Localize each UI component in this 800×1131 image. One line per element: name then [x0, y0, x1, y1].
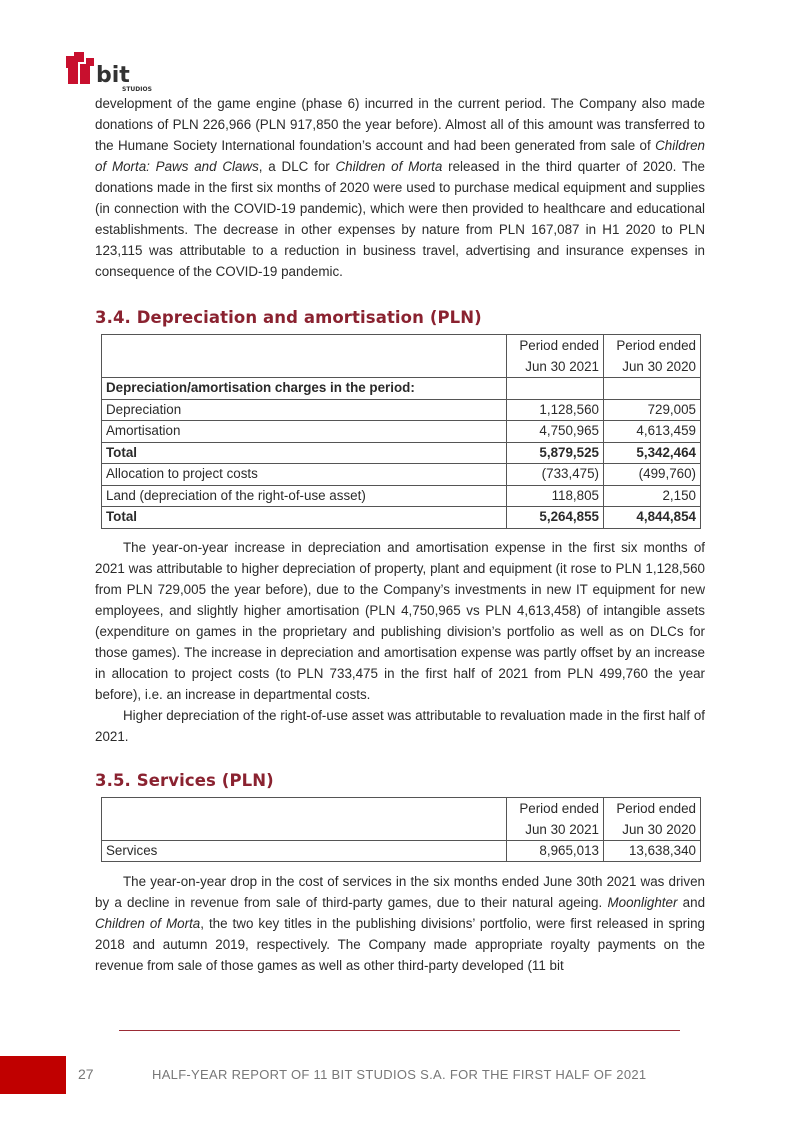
value-2020: 13,638,340: [604, 840, 701, 862]
footer-divider: [119, 1030, 680, 1031]
value-2021: 5,264,855: [507, 507, 604, 529]
row-label: Total: [102, 442, 507, 464]
table-header-row: [102, 335, 701, 378]
value-2020: 5,342,464: [604, 442, 701, 464]
services-table: [101, 797, 701, 863]
row-label: Amortisation: [102, 421, 507, 443]
table-total-row: [102, 442, 701, 464]
svg-text:bit: bit: [96, 63, 130, 88]
row-label: Allocation to project costs: [102, 464, 507, 486]
value-2021: 8,965,013: [507, 840, 604, 862]
value-2021: 1,128,560: [507, 399, 604, 421]
depreciation-paragraph: The year-on-year increase in depreciation and amortisation expense in the first six months of 2021 was attributable to higher depreciation of property, plant and equipment (it rose to PLN 1,128,560 from PLN 729,005 the year before), due to the Company’s investments in new IT equipment for new employees, and slightly higher amortisation (PLN 4,750,965 vs PLN 4,613,458) of intangible assets (expenditure on games in the proprietary and publishing division’s portfolio as well as on DLCs for those games). The increase in depreciation and amortisation expense was partly offset by an increase in allocation to project costs (to PLN 733,475 in the first half of 2021 from PLN 499,760 the year before), i.e. an increase in departmental costs.: [95, 539, 705, 702]
footer-accent-block: [0, 1056, 66, 1094]
column-header-2021: Period ended Jun 30 2021: [507, 797, 604, 840]
page-content: [95, 93, 705, 976]
row-label: Total: [102, 507, 507, 529]
table-row: [102, 485, 701, 507]
company-logo: [66, 50, 156, 94]
logo-icon: [66, 50, 156, 94]
value-2020: 4,844,854: [604, 507, 701, 529]
services-paragraph: The year-on-year drop in the cost of services in the six months ended June 30th 2021 was driven by a decline in revenue from sale of third-party games, due to their natural ageing. Moonlighter and Children of Morta, the two key titles in the publishing divisions’ portfolio, were first released in spring 2018 and autumn 2019, respectively. The Company made appropriate royalty payments on the revenue from sale of those games as well as other third-party developed (11 bit: [95, 874, 706, 973]
row-label: Depreciation: [102, 399, 507, 421]
value-2021: (733,475): [507, 464, 604, 486]
right-of-use-paragraph: Higher depreciation of the right-of-use asset was attributable to revaluation made in the first half of 2021.: [95, 707, 705, 744]
row-label: Land (depreciation of the right-of-use asset): [102, 485, 507, 507]
row-label: Services: [102, 840, 507, 862]
value-2020: 2,150: [604, 485, 701, 507]
value-2021: 118,805: [507, 485, 604, 507]
column-header-2020: Period ended Jun 30 2020: [604, 335, 701, 378]
section-heading-3-5: 3.5. Services (PLN): [95, 770, 274, 790]
table-row: [102, 840, 701, 862]
page-number: 27: [78, 1066, 94, 1082]
column-header-2020: Period ended Jun 30 2020: [604, 797, 701, 840]
intro-paragraph: development of the game engine (phase 6) incurred in the current period. The Company also made donations of PLN 226,966 (PLN 917,850 the year before). Almost all of this amount was transferred to the Humane Society International foundation’s account and had been generated from sale of Children of Morta: Paws and Claws, a DLC for Children of Morta released in the third quarter of 2020. The donations made in the first six months of 2020 were used to purchase medical equipment and supplies (in connection with the COVID-19 pandemic), which were then provided to healthcare and educational establishments. The decrease in other expenses by nature from PLN 167,087 in H1 2020 to PLN 123,115 was attributable to a reduction in business travel, advertising and insurance expenses in consequence of the COVID-19 pandemic.: [95, 96, 706, 279]
value-2021: 4,750,965: [507, 421, 604, 443]
svg-text:STUDIOS: STUDIOS: [122, 86, 152, 93]
table-group-row: [102, 378, 701, 400]
column-header-2021: Period ended Jun 30 2021: [507, 335, 604, 378]
value-2020: 4,613,459: [604, 421, 701, 443]
table-total-row: [102, 507, 701, 529]
depreciation-table: [101, 334, 701, 529]
value-2020: 729,005: [604, 399, 701, 421]
section-heading-3-4: 3.4. Depreciation and amortisation (PLN): [95, 308, 482, 327]
footer-title: HALF-YEAR REPORT OF 11 BIT STUDIOS S.A. FOR THE FIRST HALF OF 2021: [152, 1067, 647, 1082]
table-row: [102, 464, 701, 486]
group-label: Depreciation/amortisation charges in the period:: [102, 378, 507, 400]
value-2020: (499,760): [604, 464, 701, 486]
table-row: [102, 421, 701, 443]
table-header-row: [102, 797, 701, 840]
table-row: [102, 399, 701, 421]
value-2021: 5,879,525: [507, 442, 604, 464]
